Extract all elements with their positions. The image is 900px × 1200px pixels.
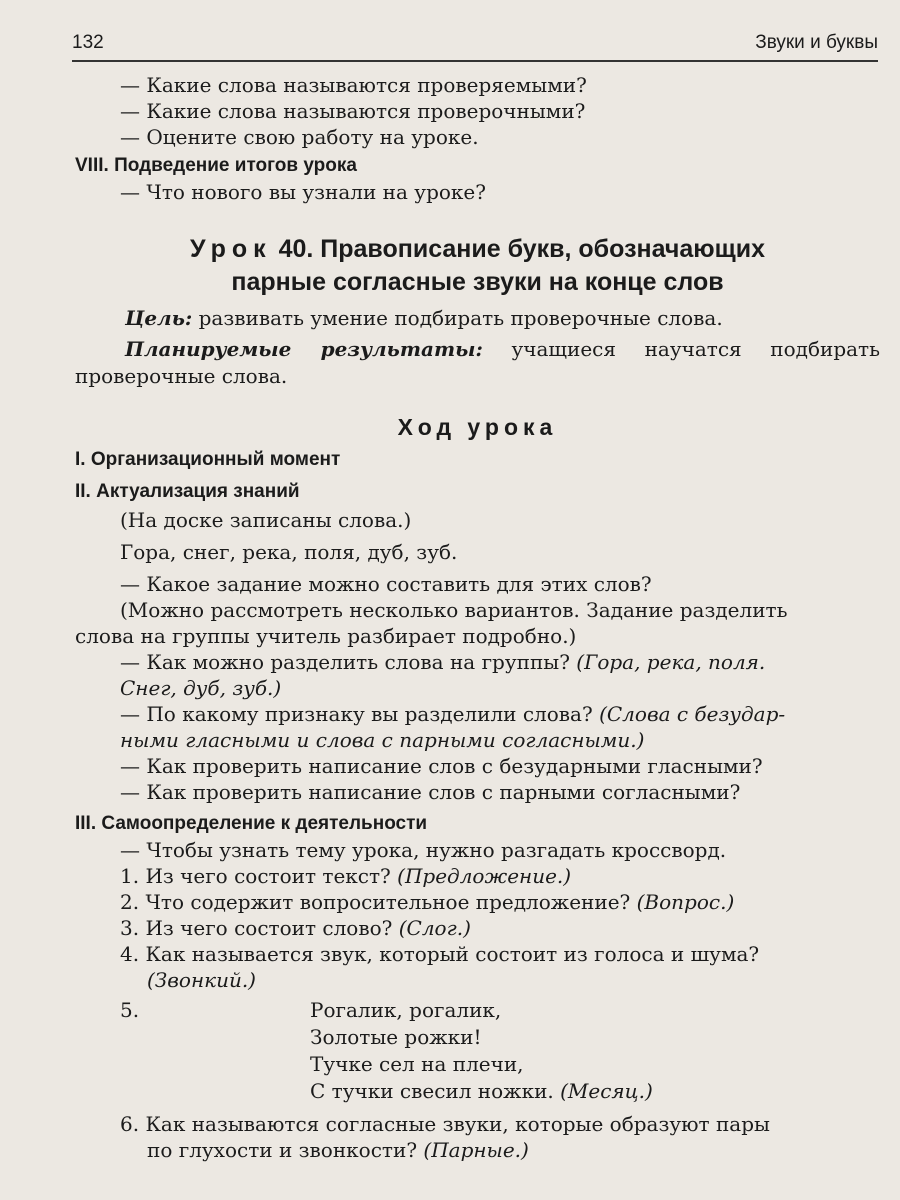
item-2-question: 2. Что содержит вопросительное предложение? bbox=[120, 890, 637, 914]
crossword-item-6: 6. Как называются согласные звуки, которые образуют пары bbox=[120, 1112, 770, 1136]
lesson-results bbox=[75, 336, 880, 390]
course-title: Ход урока bbox=[397, 414, 558, 440]
lesson-goal bbox=[75, 305, 880, 332]
question-sign bbox=[75, 701, 880, 727]
poem-line-4-text: С тучки свесил ножки. bbox=[310, 1079, 561, 1103]
crossword-item-1 bbox=[75, 863, 880, 889]
answer-groups-1: (Гора, река, поля. bbox=[576, 650, 766, 674]
item-1-answer: (Предложение.) bbox=[397, 864, 572, 888]
poem-line-3: Тучке сел на плечи, bbox=[310, 1052, 524, 1076]
answer-sign-2: ными гласными и слова с парными согласными.) bbox=[120, 728, 645, 752]
goal-label: Цель: bbox=[125, 306, 193, 330]
section-heading-iii: III. Самоопределение к деятельности bbox=[75, 813, 428, 834]
question-groups-text: — Как можно разделить слова на группы? bbox=[120, 650, 577, 674]
board-note: (На доске записаны слова.) bbox=[120, 508, 412, 532]
poem-answer: (Месяц.) bbox=[560, 1079, 653, 1103]
crossword-item-3 bbox=[75, 915, 880, 941]
results-text: учащиеся научатся подбирать проверочные слова. bbox=[75, 337, 881, 388]
riddle-poem bbox=[120, 997, 880, 1105]
teacher-note-line-1: (Можно рассмотреть несколько вариантов. Задание разделить bbox=[120, 598, 788, 622]
poem-line-1: Рогалик, рогалик, bbox=[310, 998, 502, 1022]
crossword-item-5 bbox=[75, 997, 880, 1105]
lesson-title bbox=[75, 233, 880, 299]
question-self-assess: — Оцените свою работу на уроке. bbox=[120, 125, 479, 149]
item-3-answer: (Слог.) bbox=[398, 916, 471, 940]
question-verifying: — Какие слова называются проверочными? bbox=[120, 99, 586, 123]
item-3-question: 3. Из чего состоит слово? bbox=[120, 916, 399, 940]
crossword-item-2 bbox=[75, 889, 880, 915]
crossword-item-4: 4. Как называется звук, который состоит из голоса и шума? bbox=[120, 942, 760, 966]
question-groups bbox=[75, 649, 880, 675]
section-title: Звуки и буквы bbox=[755, 32, 878, 53]
item-6-question-2: по глухости и звонкости? bbox=[147, 1138, 424, 1162]
section-heading-i: I. Организационный момент bbox=[75, 449, 341, 470]
item-5-number: 5. bbox=[120, 998, 140, 1022]
question-crossword: — Чтобы узнать тему урока, нужно разгадать кроссворд. bbox=[120, 838, 727, 862]
board-words: Гора, снег, река, поля, дуб, зуб. bbox=[120, 540, 458, 564]
lesson-word: Урок bbox=[189, 235, 272, 263]
question-sign-text: — По какому признаку вы разделили слова? bbox=[120, 702, 600, 726]
poem-line-4 bbox=[310, 1078, 880, 1105]
goal-text: развивать умение подбирать проверочные слова. bbox=[192, 306, 723, 330]
page-content bbox=[75, 72, 880, 1163]
answer-sign-1: (Слова с безудар- bbox=[599, 702, 786, 726]
lesson-title-line-2: парные согласные звуки на конце слов bbox=[231, 268, 724, 296]
item-4-answer: (Звонкий.) bbox=[147, 968, 256, 992]
poem-line-2: Золотые рожки! bbox=[310, 1025, 482, 1049]
item-1-question: 1. Из чего состоит текст? bbox=[120, 864, 398, 888]
question-verifiable: — Какие слова называются проверяемыми? bbox=[120, 73, 587, 97]
results-label: Планируемые результаты: bbox=[125, 337, 483, 361]
section-heading-viii: VIII. Подведение итогов урока bbox=[75, 155, 357, 176]
section-heading-ii: II. Актуализация знаний bbox=[75, 481, 300, 502]
item-2-answer: (Вопрос.) bbox=[636, 890, 735, 914]
question-consonants: — Как проверить написание слов с парными согласными? bbox=[120, 780, 741, 804]
page-number: 132 bbox=[72, 32, 104, 53]
question-task: — Какое задание можно составить для этих слов? bbox=[120, 572, 652, 596]
lesson-title-line-1: 40. Правописание букв, обозначающих bbox=[271, 235, 766, 263]
crossword-item-6-cont bbox=[75, 1137, 880, 1163]
item-6-answer: (Парные.) bbox=[423, 1138, 529, 1162]
answer-groups-2: Снег, дуб, зуб.) bbox=[120, 676, 282, 700]
teacher-note-line-2: слова на группы учитель разбирает подробно.) bbox=[75, 624, 577, 648]
question-vowels: — Как проверить написание слов с безударными гласными? bbox=[120, 754, 763, 778]
page-header bbox=[72, 30, 878, 62]
question-new-learned: — Что нового вы узнали на уроке? bbox=[120, 180, 486, 204]
